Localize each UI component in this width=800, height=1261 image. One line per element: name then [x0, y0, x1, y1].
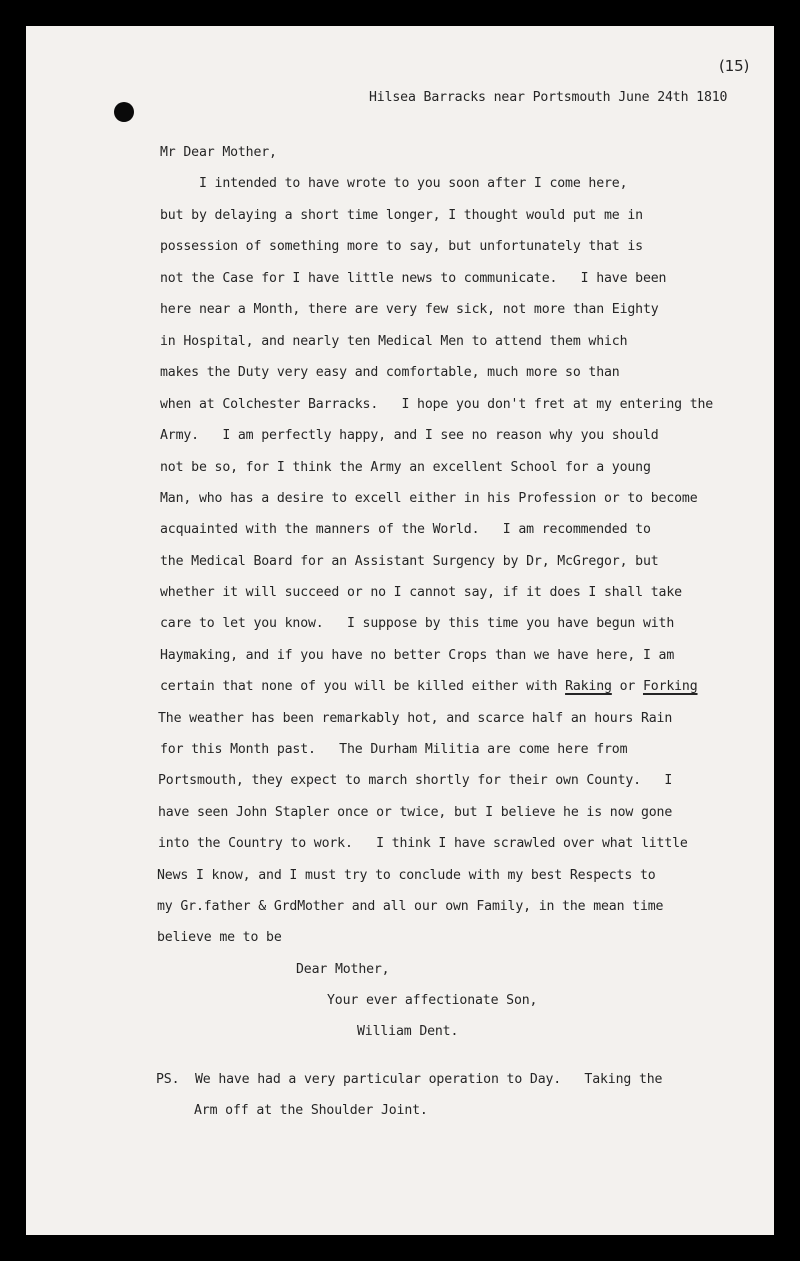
body-line: into the Country to work. I think I have scrawled over what little [158, 836, 688, 851]
punch-hole [114, 102, 134, 122]
body-line: but by delaying a short time longer, I thought would put me in [160, 208, 643, 223]
body-line: my Gr.father & GrdMother and all our own Family, in the mean time [157, 899, 664, 914]
body-line: have seen John Stapler once or twice, but I believe he is now gone [158, 805, 673, 820]
body-line: the Medical Board for an Assistant Surgency by Dr, McGregor, but [160, 554, 659, 569]
body-line: here near a Month, there are very few sick, not more than Eighty [160, 302, 659, 317]
body-line: I intended to have wrote to you soon after I come here, [160, 176, 628, 191]
body-line: for this Month past. The Durham Militia are come here from [160, 742, 628, 757]
underlined-word-raking: Raking [565, 679, 612, 694]
closing-sign-off: Your ever affectionate Son, [327, 993, 538, 1008]
letter-heading: Hilsea Barracks near Portsmouth June 24th 1810 [369, 90, 728, 105]
body-line: The weather has been remarkably hot, and scarce half an hours Rain [158, 711, 673, 726]
body-line: Man, who has a desire to excell either in his Profession or to become [160, 491, 698, 506]
body-line: Portsmouth, they expect to march shortly for their own County. I [158, 773, 673, 788]
body-line: News I know, and I must try to conclude with my best Respects to [157, 868, 656, 883]
closing-salutation: Dear Mother, [296, 962, 390, 977]
body-line: Army. I am perfectly happy, and I see no reason why you should [160, 428, 659, 443]
body-line: in Hospital, and nearly ten Medical Men to attend them which [160, 334, 628, 349]
body-line: whether it will succeed or no I cannot say, if it does I shall take [160, 585, 682, 600]
body-line-underlined [160, 679, 698, 695]
body-line: when at Colchester Barracks. I hope you don't fret at my entering the [160, 397, 714, 412]
body-line: possession of something more to say, but unfortunately that is [160, 239, 643, 254]
underlined-word-forking: Forking [642, 679, 698, 694]
body-line: not the Case for I have little news to communicate. I have been [160, 271, 667, 286]
body-line-segment: certain that none of you will be killed either with [160, 679, 566, 694]
body-line: makes the Duty very easy and comfortable, much more so than [160, 365, 620, 380]
page-number: (15) [719, 57, 750, 75]
salutation: Mr Dear Mother, [160, 145, 277, 160]
body-line: acquainted with the manners of the World. I am recommended to [160, 522, 651, 537]
signature-name: William Dent. [357, 1024, 459, 1039]
body-line-segment: or [611, 679, 643, 694]
body-line: Haymaking, and if you have no better Crops than we have here, I am [160, 648, 675, 663]
body-line: care to let you know. I suppose by this time you have begun with [160, 616, 675, 631]
body-line: not be so, for I think the Army an excellent School for a young [160, 460, 651, 475]
postscript-line: Arm off at the Shoulder Joint. [194, 1103, 428, 1118]
body-line: believe me to be [157, 930, 282, 945]
postscript-line: PS. We have had a very particular operation to Day. Taking the [156, 1072, 663, 1087]
